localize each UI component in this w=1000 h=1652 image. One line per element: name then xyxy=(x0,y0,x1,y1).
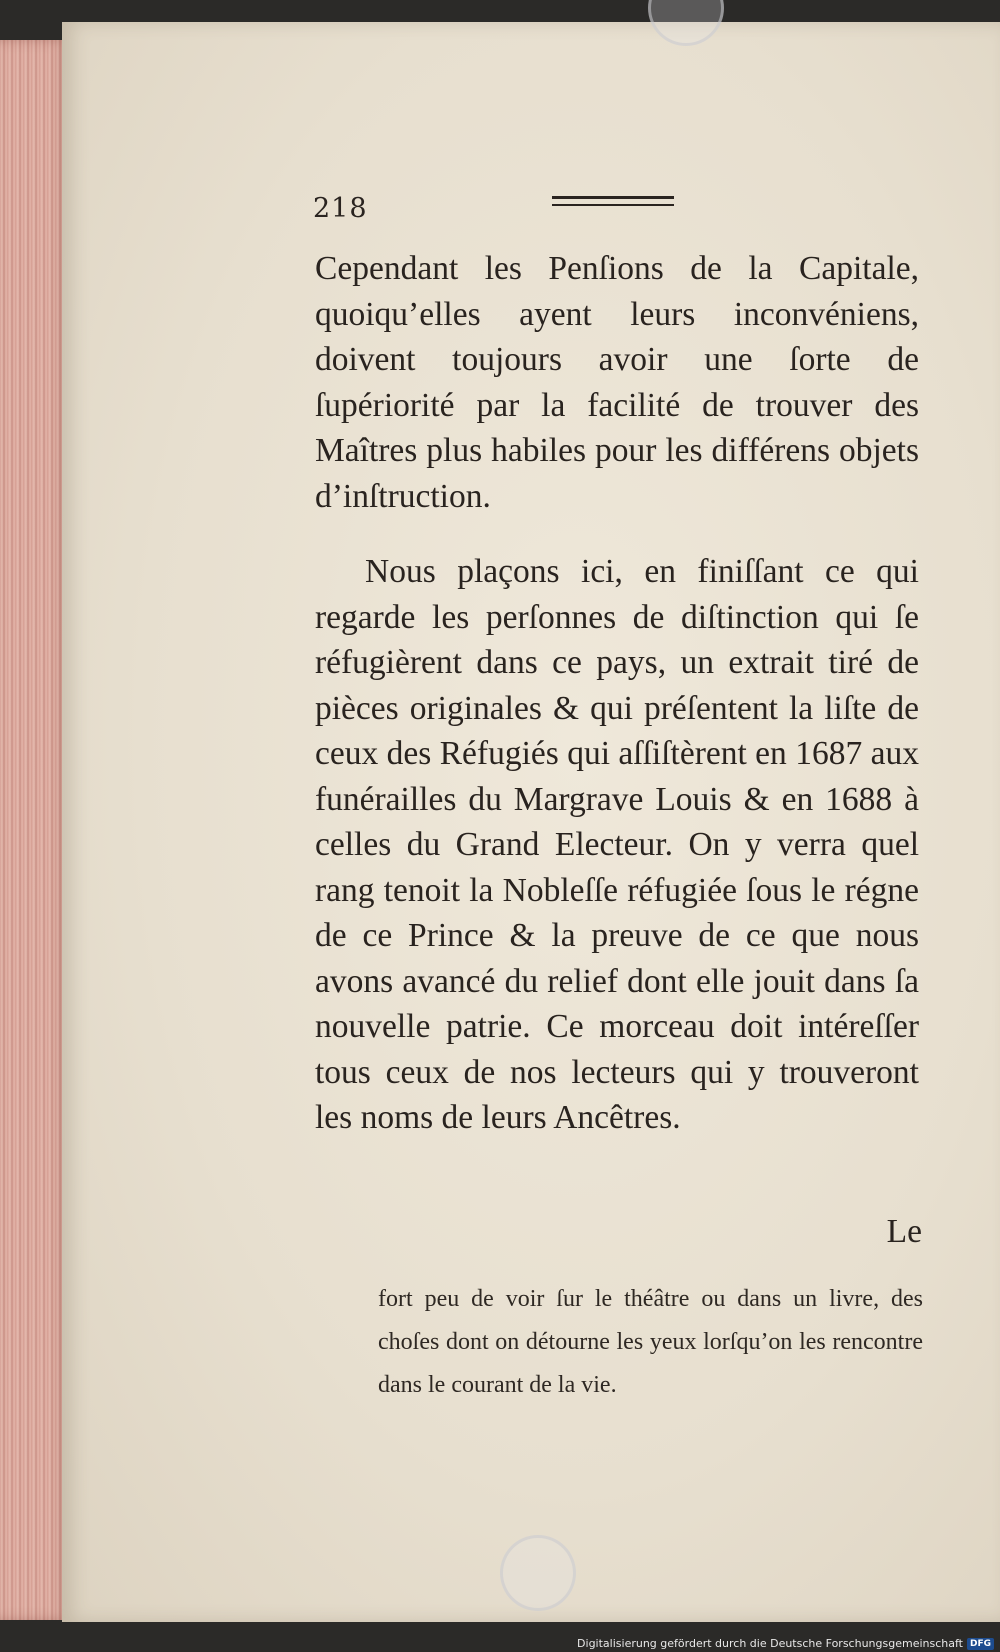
credit-text: Digitalisierung gefördert durch die Deutsche Forschungsgemeinschaft xyxy=(577,1637,963,1650)
paragraph-2: Nous plaçons ici, en finiſſant ce qui regarde les perſonnes de diſtinction qui ſe réfugièrent dans ce pays, un extrait tiré de pièces originales & qui préſentent la liſte de ceux des Réfugiés qui aſſiſtèrent en 1687 aux funérailles du Margrave Louis & en 1688 à celles du Grand Electeur. On y verra quel rang tenoit la Nobleſſe réfugiée ſous le régne de ce Prince & la preuve de ce que nous avons avancé du relief dont elle jouit dans ſa nouvelle patrie. Ce morceau doit intéreſſer tous ceux de nos lecteurs qui y trouveront les noms de leurs Ancêtres. xyxy=(315,553,919,1136)
header-rule xyxy=(552,196,674,206)
catchword: Le xyxy=(886,1213,922,1250)
paragraph-1: Cependant les Penſions de la Capitale, quoiqu’elles ayent leurs inconvéniens, doivent toujours avoir une ſorte de ſupériorité par la facilité de trouver des Maîtres plus habiles pour les différens objets d’inſtruction. xyxy=(315,250,919,515)
page-edges xyxy=(0,40,70,1620)
dfg-logo: DFG xyxy=(967,1638,994,1650)
footnote: fort peu de voir ſur le théâtre ou dans un livre, des choſes dont on détourne les yeux lorſqu’on les rencontre dans le courant de la vie. xyxy=(378,1286,923,1398)
body-text xyxy=(315,246,919,1141)
page-clip-bottom xyxy=(500,1535,576,1611)
digitization-credit xyxy=(577,1637,994,1650)
page-number: 218 xyxy=(313,193,368,224)
